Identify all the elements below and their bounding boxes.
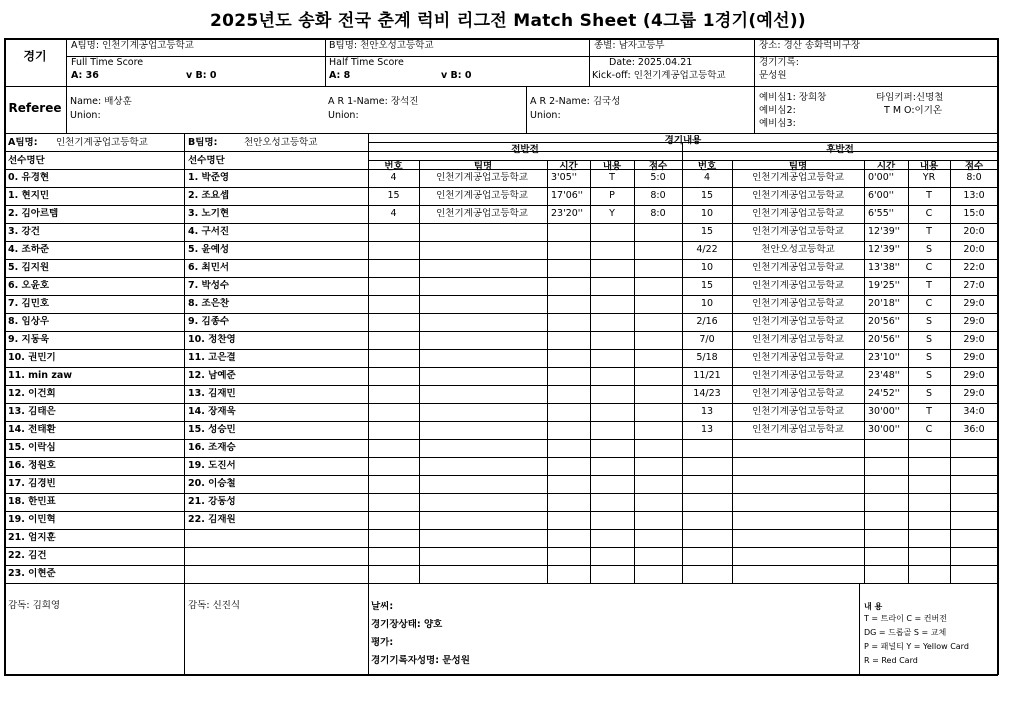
first-half-col-num: 번호: [384, 161, 403, 172]
ar1-union: Union:: [328, 110, 359, 121]
grid-line-h: [4, 205, 998, 206]
team-a-player: 13. 김태은: [8, 406, 56, 417]
tmo: T M O:이기온: [884, 105, 943, 116]
first-half-num: 4: [390, 208, 397, 219]
second-half-col-team: 팀명: [788, 161, 808, 172]
team-a-full-name: 인천기계공업고등학교: [56, 137, 148, 148]
second-half-score: 13:0: [963, 190, 985, 201]
grid-line-h: [4, 403, 998, 404]
grid-line-h: [4, 439, 998, 440]
grid-line-v: [589, 38, 590, 86]
second-half-num: 5/18: [696, 352, 718, 363]
second-half-time: 6'55'': [868, 208, 894, 219]
second-half-time: 23'10'': [868, 352, 901, 363]
first-half-num: 15: [387, 190, 400, 201]
team-a-label: A팀명:: [8, 137, 38, 148]
second-half-content: S: [925, 244, 933, 255]
team-b-player: 4. 구서진: [188, 226, 230, 237]
grid-line-h: [4, 547, 998, 548]
match-sheet: [4, 38, 998, 675]
grid-line-h: [4, 86, 998, 87]
second-half-content: C: [925, 298, 933, 309]
first-half-score: 5:0: [650, 172, 666, 183]
first-half-content: P: [609, 190, 615, 201]
second-half-team: 인천기계공업고등학교: [752, 226, 844, 237]
second-half-team: 인천기계공업고등학교: [752, 280, 844, 291]
team-a-player: 2. 김아르템: [8, 208, 59, 219]
second-half-num: 15: [700, 280, 714, 291]
grid-line-h: [4, 187, 998, 188]
team-b-player: 22. 김재원: [188, 514, 236, 525]
team-b-player: 6. 최민서: [188, 262, 230, 273]
second-half-content: C: [925, 208, 933, 219]
team-b-player: 1. 박준영: [188, 172, 230, 183]
team-b-player: 14. 장재욱: [188, 406, 236, 417]
team-b-full-name: 천안오성고등학교: [244, 137, 318, 148]
team-a-player: 0. 유경현: [8, 172, 50, 183]
team-a-player: 19. 이민혁: [8, 514, 56, 525]
team-a-player: 8. 임상우: [8, 316, 50, 327]
team-a-player: 23. 이현준: [8, 568, 56, 579]
second-half-time: 23'48'': [868, 370, 901, 381]
second-half-time: 12'39'': [868, 226, 901, 237]
second-half-time: 19'25'': [868, 280, 901, 291]
second-half-score: 29:0: [963, 334, 985, 345]
second-half-time: 30'00'': [868, 424, 901, 435]
grid-line-v: [859, 583, 860, 675]
team-b-player: 7. 박성수: [188, 280, 230, 291]
half-time-a: A: 8: [329, 70, 351, 81]
second-half-num: 2/16: [696, 316, 718, 327]
recorder-signature: 경기기록자성명: 문성원: [371, 655, 470, 666]
second-half-num: 13: [700, 424, 714, 435]
grid-line-h: [4, 331, 998, 332]
coach-a: 감독: 김희영: [8, 600, 61, 611]
team-a-roster-header: 선수명단: [8, 155, 45, 166]
team-a-player: 10. 권민기: [8, 352, 56, 363]
grid-line-h: [4, 367, 998, 368]
second-half-score: 29:0: [963, 388, 985, 399]
legend-title: 내 용: [864, 602, 883, 611]
team-a-player: 22. 김건: [8, 550, 47, 561]
full-time-b: v B: 0: [186, 70, 217, 81]
grid-line-v: [66, 38, 67, 133]
second-half-score: 22:0: [963, 262, 985, 273]
full-time-label: Full Time Score: [71, 57, 144, 68]
second-half-num: 15: [700, 190, 714, 201]
kickoff-team: Kick-off: 인천기계공업고등학교: [592, 70, 726, 81]
team-a-player: 18. 한민표: [8, 496, 56, 507]
second-half-num: 10: [700, 262, 714, 273]
team-a-player: 9. 지동욱: [8, 334, 50, 345]
second-half-num: 14/23: [693, 388, 721, 399]
first-half-col-team: 팀명: [473, 161, 493, 172]
referee-name: Name: 배상훈: [70, 96, 132, 107]
grid-line-h: [4, 385, 998, 386]
grid-line-v: [325, 38, 326, 86]
legend-line: P = 패널티 Y = Yellow Card: [864, 642, 969, 651]
second-half-score: 20:0: [963, 226, 985, 237]
team-a-player: 15. 이락심: [8, 442, 56, 453]
grid-line-v: [184, 133, 185, 675]
second-half-score: 29:0: [963, 352, 985, 363]
grid-line-v: [590, 160, 591, 583]
venue: 장소: 경산 송화럭비구장: [759, 40, 861, 51]
team-b-player: 12. 남예준: [188, 370, 236, 381]
grid-line-h: [4, 133, 998, 134]
second-half-team: 인천기계공업고등학교: [752, 424, 844, 435]
second-half-time: 20'56'': [868, 334, 901, 345]
second-half-content: T: [926, 226, 932, 237]
second-half-team: 인천기계공업고등학교: [752, 172, 844, 183]
second-half-team: 인천기계공업고등학교: [752, 334, 844, 345]
team-b-player: 8. 조은찬: [188, 298, 230, 309]
recorder-label: 경기기록:: [759, 57, 799, 68]
second-half-score: 29:0: [963, 370, 985, 381]
second-half-score: 34:0: [963, 406, 985, 417]
recorder-name: 문성원: [759, 70, 787, 81]
grid-line-h: [4, 277, 998, 278]
second-half-num: 15: [700, 226, 714, 237]
second-half-score: 29:0: [963, 298, 985, 309]
second-half-time: 20'56'': [868, 316, 901, 327]
second-half-content: S: [925, 352, 933, 363]
legend-line: T = 트라이 C = 컨버전: [864, 614, 947, 623]
second-half-content: S: [925, 316, 933, 327]
second-half-time: 30'00'': [868, 406, 901, 417]
team-b-player: 5. 윤예성: [188, 244, 230, 255]
team-b-player: 19. 도진서: [188, 460, 236, 471]
second-half-content: S: [925, 370, 933, 381]
grid-line-h: [4, 223, 998, 224]
first-half-num: 4: [390, 172, 397, 183]
grid-line-h: [4, 313, 998, 314]
team-b-player: 11. 고은결: [188, 352, 236, 363]
first-half-col-content: 내용: [602, 161, 622, 172]
reserve-referee-2: 예비심2:: [759, 105, 796, 116]
grid-line-h: [4, 457, 998, 458]
referee-label: Referee: [8, 102, 62, 114]
second-half-team: 인천기계공업고등학교: [752, 190, 844, 201]
legend-line: R = Red Card: [864, 656, 918, 665]
full-time-a: A: 36: [71, 70, 99, 81]
ar2-union: Union:: [530, 110, 561, 121]
second-half-team: 천안오성고등학교: [761, 244, 835, 255]
second-half-score: 8:0: [966, 172, 982, 183]
second-half-col-content: 내용: [919, 161, 939, 172]
grid-line-v: [526, 86, 527, 133]
second-half-time: 12'39'': [868, 244, 901, 255]
second-half-score: 29:0: [963, 316, 985, 327]
first-half-col-time: 시간: [559, 161, 578, 172]
second-half-score: 27:0: [963, 280, 985, 291]
second-half-col-time: 시간: [876, 161, 896, 172]
team-b-name: B팀명: 천안오성고등학교: [329, 40, 434, 51]
grid-line-h: [4, 529, 998, 530]
first-half-team: 인천기계공업고등학교: [436, 190, 528, 201]
grid-line-h: [4, 475, 998, 476]
second-half-num: 4: [703, 172, 711, 183]
team-a-player: 11. min zaw: [8, 370, 73, 381]
grid-line-h: [4, 511, 998, 512]
team-b-label: B팀명:: [188, 137, 218, 148]
second-half-content: T: [926, 190, 932, 201]
grid-line-h: [4, 674, 998, 676]
first-half-time: 23'20'': [551, 208, 584, 219]
team-a-player: 1. 현지민: [8, 190, 50, 201]
referee-union: Union:: [70, 110, 101, 121]
team-b-roster-header: 선수명단: [188, 155, 225, 166]
second-half-content: C: [925, 262, 933, 273]
first-half-team: 인천기계공업고등학교: [436, 172, 528, 183]
team-a-player: 17. 김경빈: [8, 478, 56, 489]
team-a-player: 3. 강건: [8, 226, 40, 237]
team-a-player: 16. 정원호: [8, 460, 56, 471]
team-a-player: 6. 오윤호: [8, 280, 50, 291]
grid-line-h: [4, 241, 998, 242]
first-half-time: 3'05'': [551, 172, 577, 183]
team-b-player: 15. 성승민: [188, 424, 236, 435]
team-a-player: 4. 조하준: [8, 244, 50, 255]
game-content-header: 경기내용: [664, 135, 702, 146]
second-half-num: 11/21: [693, 370, 721, 381]
team-b-player: 2. 조요셉: [188, 190, 230, 201]
grid-line-v: [754, 38, 755, 133]
grid-line-v: [547, 160, 548, 583]
match-date: Date: 2025.04.21: [609, 57, 693, 68]
grid-line-h: [4, 349, 998, 350]
reserve-referee-3: 예비심3:: [759, 118, 796, 129]
second-half-label: 후반전: [826, 144, 854, 155]
team-b-player: 13. 김재민: [188, 388, 236, 399]
ground-condition: 경기장상태: 양호: [371, 619, 443, 630]
weather: 날씨:: [371, 601, 394, 612]
second-half-col-score: 점수: [964, 161, 984, 172]
grid-line-h: [4, 565, 998, 566]
grid-line-h: [4, 493, 998, 494]
second-half-time: 6'00'': [868, 190, 894, 201]
second-half-team: 인천기계공업고등학교: [752, 370, 844, 381]
grid-line-h: [4, 259, 998, 260]
timekeeper: 타임키퍼:신명철: [876, 92, 944, 103]
team-b-player: 3. 노기현: [188, 208, 230, 219]
second-half-team: 인천기계공업고등학교: [752, 388, 844, 399]
team-a-player: 14. 전태환: [8, 424, 56, 435]
second-half-team: 인천기계공업고등학교: [752, 316, 844, 327]
second-half-col-num: 번호: [697, 161, 717, 172]
first-half-time: 17'06'': [551, 190, 584, 201]
second-half-num: 4/22: [696, 244, 718, 255]
second-half-time: 20'18'': [868, 298, 901, 309]
second-half-team: 인천기계공업고등학교: [752, 208, 844, 219]
coach-b: 감독: 신진식: [188, 600, 241, 611]
second-half-content: YR: [922, 172, 936, 183]
second-half-score: 20:0: [963, 244, 985, 255]
second-half-team: 인천기계공업고등학교: [752, 406, 844, 417]
ar1-name: A R 1-Name: 장석진: [328, 96, 419, 107]
team-a-player: 5. 김지원: [8, 262, 50, 273]
second-half-num: 13: [700, 406, 714, 417]
first-half-content: T: [609, 172, 615, 183]
team-a-player: 12. 이건희: [8, 388, 56, 399]
legend-line: DG = 드롭골 S = 교체: [864, 628, 947, 637]
half-time-label: Half Time Score: [329, 57, 404, 68]
first-half-content: Y: [609, 208, 615, 219]
team-b-player: 21. 강동성: [188, 496, 236, 507]
game-label: 경기: [23, 50, 47, 62]
second-half-content: T: [926, 406, 932, 417]
team-b-player: 20. 이승철: [188, 478, 236, 489]
team-b-player: 16. 조재승: [188, 442, 236, 453]
second-half-time: 24'52'': [868, 388, 901, 399]
second-half-score: 15:0: [963, 208, 985, 219]
grid-line-v: [419, 160, 420, 583]
second-half-score: 36:0: [963, 424, 985, 435]
team-b-player: 9. 김종수: [188, 316, 230, 327]
page-title: 2025년도 송화 전국 춘계 럭비 리그전 Match Sheet (4그룹 1경기(예선)): [210, 11, 806, 31]
team-a-player: 7. 김민호: [8, 298, 50, 309]
second-half-time: 13'38'': [868, 262, 901, 273]
ar2-name: A R 2-Name: 김국성: [530, 96, 621, 107]
second-half-team: 인천기계공업고등학교: [752, 262, 844, 273]
team-b-player: 10. 정찬영: [188, 334, 236, 345]
second-half-time: 0'00'': [868, 172, 894, 183]
reserve-referee-1: 예비심1: 장희창: [759, 92, 827, 103]
grid-line-h: [4, 295, 998, 296]
category: 종별: 남자고등부: [594, 40, 665, 51]
first-half-score: 8:0: [650, 208, 666, 219]
team-a-name: A팀명: 인천기계공업고등학교: [71, 40, 194, 51]
second-half-num: 10: [700, 208, 714, 219]
first-half-label: 전반전: [511, 144, 539, 155]
grid-line-h: [4, 583, 998, 584]
first-half-col-score: 점수: [648, 161, 668, 172]
second-half-content: C: [925, 424, 933, 435]
second-half-content: S: [925, 388, 933, 399]
first-half-team: 인천기계공업고등학교: [436, 208, 528, 219]
second-half-num: 7/0: [699, 334, 715, 345]
evaluation: 평가:: [371, 637, 394, 648]
second-half-team: 인천기계공업고등학교: [752, 352, 844, 363]
second-half-content: S: [925, 334, 933, 345]
team-a-player: 21. 엄지훈: [8, 532, 56, 543]
grid-line-h: [4, 421, 998, 422]
second-half-team: 인천기계공업고등학교: [752, 298, 844, 309]
half-time-b: v B: 0: [441, 70, 472, 81]
grid-line-v: [634, 160, 635, 583]
first-half-score: 8:0: [650, 190, 666, 201]
second-half-num: 10: [700, 298, 714, 309]
second-half-content: T: [926, 280, 932, 291]
